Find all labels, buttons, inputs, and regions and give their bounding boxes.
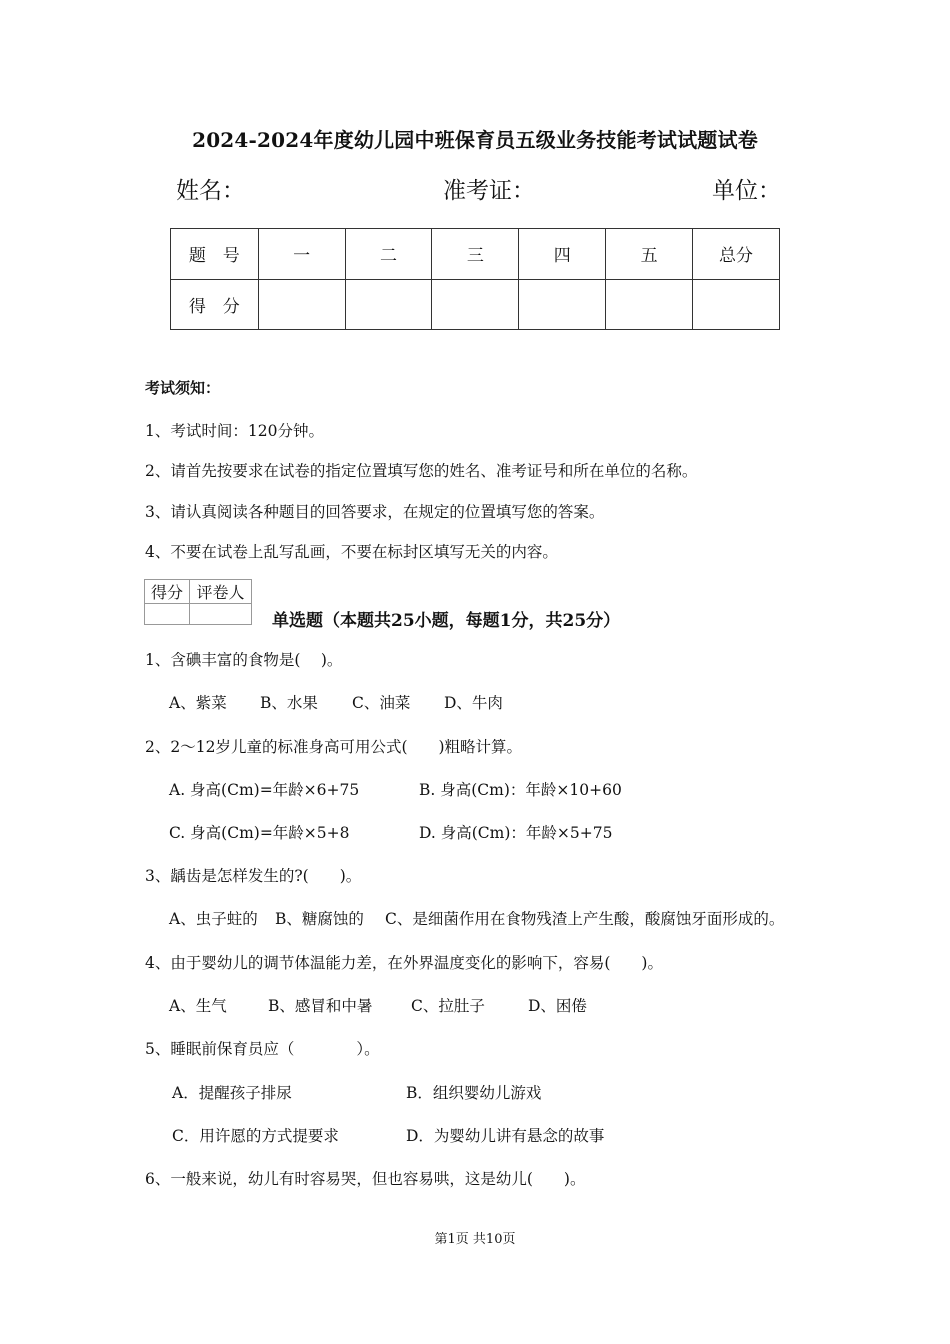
score-table-input-cell[interactable] (606, 279, 693, 330)
score-table-cell: 得 分 (171, 279, 259, 330)
score-table-cell: 总分 (693, 229, 780, 280)
score-table-cell: 四 (519, 229, 606, 280)
notice-item: 2、请首先按要求在试卷的指定位置填写您的姓名、准考证号和所在单位的名称。 (145, 462, 698, 480)
question-option: D、牛肉 (444, 694, 503, 712)
page-footer: 第1页 共10页 (434, 1232, 516, 1247)
grader-score-cell[interactable] (145, 604, 190, 625)
question-stem: 1、含碘丰富的食物是( )。 (145, 651, 343, 669)
question-option: A．提醒孩子排尿 (172, 1084, 292, 1102)
question-option: C、拉肚子 (411, 997, 485, 1015)
question-stem: 6、一般来说，幼儿有时容易哭，但也容易哄，这是幼儿( )。 (145, 1170, 586, 1188)
grader-score-label: 得分 (145, 580, 190, 604)
notice-heading: 考试须知： (145, 379, 221, 397)
grader-name-label: 评卷人 (190, 580, 252, 604)
question-option: B、水果 (260, 694, 318, 712)
question-option: D. 身高(Cm)：年龄×5+75 (419, 824, 613, 842)
question-option: A、紫菜 (169, 694, 227, 712)
unit-field-label: 单位： (712, 178, 781, 204)
question-stem: 3、龋齿是怎样发生的?( )。 (145, 867, 362, 885)
score-table (170, 228, 780, 330)
question-option: C. 身高(Cm)=年龄×5+8 (169, 824, 350, 842)
score-table-cell: 一 (258, 229, 345, 280)
question-option: B. 身高(Cm)：年龄×10+60 (419, 781, 622, 799)
question-option: B、感冒和中暑 (268, 997, 373, 1015)
question-stem: 5、睡眠前保育员应（ ）。 (145, 1040, 380, 1058)
score-table-input-cell[interactable] (345, 279, 432, 330)
score-table-cell: 五 (606, 229, 693, 280)
score-table-cell: 题 号 (171, 229, 259, 280)
name-field-label: 姓名： (176, 178, 245, 204)
score-table-cell: 三 (432, 229, 519, 280)
question-option: A. 身高(Cm)=年龄×6+75 (169, 781, 360, 799)
question-option: D．为婴幼儿讲有悬念的故事 (406, 1127, 605, 1145)
question-option: A、虫子蛀的 (169, 910, 258, 928)
grader-box (144, 579, 252, 625)
question-option: D、困倦 (528, 997, 587, 1015)
question-stem: 4、由于婴幼儿的调节体温能力差，在外界温度变化的影响下，容易( )。 (145, 954, 663, 972)
score-table-header-row (171, 229, 780, 280)
section-title: 单选题（本题共25小题，每题1分，共25分） (272, 611, 621, 631)
grader-name-cell[interactable] (190, 604, 252, 625)
question-option: C．用许愿的方式提要求 (172, 1127, 339, 1145)
score-table-input-cell[interactable] (258, 279, 345, 330)
score-table-cell: 二 (345, 229, 432, 280)
question-option: B、糖腐蚀的 (275, 910, 364, 928)
score-table-input-cell[interactable] (432, 279, 519, 330)
score-table-score-row (171, 279, 780, 330)
score-table-input-cell[interactable] (519, 279, 606, 330)
question-option: A、生气 (169, 997, 227, 1015)
notice-item: 4、不要在试卷上乱写乱画，不要在标封区填写无关的内容。 (145, 543, 558, 561)
question-stem: 2、2～12岁儿童的标准身高可用公式( )粗略计算。 (145, 738, 523, 756)
notice-item: 1、考试时间：120分钟。 (145, 422, 324, 440)
question-option: C、是细菌作用在食物残渣上产生酸，酸腐蚀牙面形成的。 (385, 910, 785, 928)
exam-id-field-label: 准考证： (443, 178, 535, 204)
question-option: C、油菜 (352, 694, 411, 712)
page-title: 2024-2024年度幼儿园中班保育员五级业务技能考试试题试卷 (192, 128, 758, 152)
score-table-input-cell[interactable] (693, 279, 780, 330)
question-option: B．组织婴幼儿游戏 (406, 1084, 542, 1102)
notice-item: 3、请认真阅读各种题目的回答要求，在规定的位置填写您的答案。 (145, 503, 605, 521)
